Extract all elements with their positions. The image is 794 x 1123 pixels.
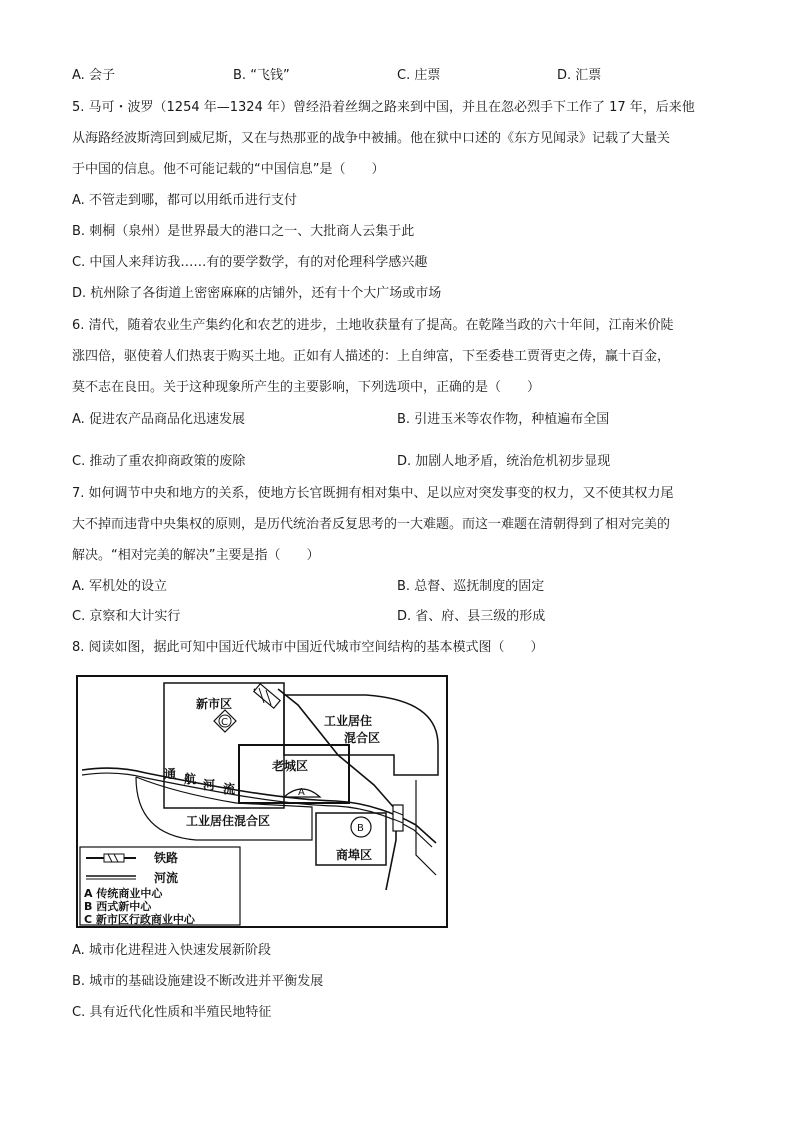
option-text: 京察和大计实行 [89,609,181,624]
railway-hatch-upper [254,684,280,708]
q4-option-d [557,66,601,86]
q5-option-b [72,222,414,242]
new-district-label: 新市区 [196,697,233,711]
option-text: 中国人来拜访我……有的要学数学，有的对伦理科学感兴趣 [89,255,428,270]
river-char-3: 河 [203,778,216,792]
industrial-zone-upper-line2: 混合区 [344,731,381,745]
option-text: 杭州除了各街道上密密麻麻的店铺外，还有十个大广场或市场 [90,286,442,301]
commercial-port-marker: B [357,823,364,834]
q7-stem-line-1: 7. 如何调节中央和地方的关系，使地方长官既拥有相对集中、足以应对突发事变的权力，又不使其权力尾 [72,486,674,501]
option-letter: A. [72,68,85,83]
option-letter: C. [72,255,86,270]
q7-stem-line-3: 解决。“相对完美的解决”主要是指（ ） [72,548,320,563]
city-structure-map [76,675,448,928]
option-text: 促进农产品商品化迅速发展 [88,412,245,427]
option-letter: D. [397,609,412,624]
map-svg [76,675,448,928]
q5-stem-line-1: 5. 马可・波罗（1254 年—1324 年）曾经沿着丝绸之路来到中国，并且在忽必烈手下工作了 17 年，后来他 [72,100,695,115]
map-legend [80,847,240,926]
option-letter: B. [72,224,86,239]
q8-option-a [72,941,271,961]
industrial-zone-upper-line1: 工业居住 [324,714,373,728]
option-text: 庄票 [414,68,441,83]
river-char-2: 航 [184,772,197,786]
legend-c: C 新市区行政商业中心 [84,913,195,926]
q4-option-b [233,66,290,86]
river-line-2 [82,773,432,847]
q6-stem-line-1: 6. 清代，随着农业生产集约化和农艺的进步，土地收获量有了提高。在乾隆当政的六十年间，江南米价陡 [72,318,674,333]
option-text: 具有近代化性质和半殖民地特征 [89,1005,272,1020]
railway-hatch-lower [393,805,403,831]
option-letter: C. [397,68,411,83]
commercial-port-label: 商埠区 [336,848,373,862]
q7-stem-line-2: 大不掉而违背中央集权的原则，是历代统治者反复思考的一大难题。而这一难题在清朝得到了相对完美的 [72,517,671,532]
new-district-marker: C [221,717,228,728]
q5-option-d [72,284,441,304]
option-letter: D. [557,68,572,83]
old-city-block [239,745,349,803]
option-text: 推动了重农抑商政策的废除 [89,454,246,469]
q8-option-c [72,1003,271,1023]
q4-option-c [397,66,440,86]
option-letter: C. [72,609,86,624]
option-text: 不管走到哪，都可以用纸币进行支付 [88,193,297,208]
legend-a: A 传统商业中心 [84,887,163,900]
option-text: 会子 [88,68,115,83]
option-letter: C. [72,454,86,469]
option-letter: B. [397,412,411,427]
option-text: 加剧人地矛盾，统治危机初步显现 [415,454,611,469]
q4-option-a [72,66,115,86]
option-text: “飞钱” [250,68,290,83]
q6-stem-line-2: 涨四倍，驱使着人们热衷于购买土地。正如有人描述的：上自绅富，下至委巷工贾胥吏之俦，赢十百金， [72,349,671,364]
option-text: 军机处的设立 [88,579,167,594]
option-letter: A. [72,193,85,208]
option-letter: D. [397,454,412,469]
industrial-zone-lower-label: 工业居住混合区 [186,814,271,828]
option-letter: A. [72,579,85,594]
river-line-1 [82,768,436,843]
q6-option-a [72,410,245,430]
legend-b: B 西式新中心 [84,900,152,913]
river-char-4: 流 [223,782,236,796]
option-letter: C. [72,1005,86,1020]
option-letter: D. [72,286,87,301]
legend-railway: 铁路 [154,851,179,865]
q7-option-d [397,607,545,627]
q5-stem-line-3: 于中国的信息。他不可能记载的“中国信息”是（ ） [72,162,385,177]
q5-stem-line-2: 从海路经波斯湾回到威尼斯，又在与热那亚的战争中被捕。他在狱中口述的《东方见闻录》记载了大量关 [72,131,671,146]
q7-option-c [72,607,180,627]
option-letter: A. [72,412,85,427]
option-text: 汇票 [575,68,602,83]
q6-stem-line-3: 莫不志在良田。关于这种现象所产生的主要影响，下列选项中，正确的是（ ） [72,380,541,395]
q8-stem: 8. 阅读如图，据此可知中国近代城市中国近代城市空间结构的基本模式图（ ） [72,640,544,655]
option-text: 城市的基础设施建设不断改进并平衡发展 [89,974,324,989]
q6-option-b [397,410,609,430]
legend-river: 河流 [154,871,179,885]
q7-option-a [72,577,167,597]
option-text: 引进玉米等农作物，种植遍布全国 [414,412,610,427]
old-city-marker: A [298,787,305,798]
option-letter: B. [397,579,411,594]
option-letter: A. [72,943,85,958]
option-text: 城市化进程进入快速发展新阶段 [88,943,271,958]
q5-option-c [72,253,427,273]
option-text: 总督、巡抚制度的固定 [414,579,545,594]
option-text: 省、府、县三级的形成 [415,609,546,624]
option-letter: B. [233,68,247,83]
q6-option-d [397,452,610,472]
q7-option-b [397,577,544,597]
q8-option-b [72,972,323,992]
river-char-1: 通 [164,767,177,781]
old-city-label: 老城区 [272,759,309,773]
q6-option-c [72,452,245,472]
option-text: 刺桐（泉州）是世界最大的港口之一、大批商人云集于此 [89,224,415,239]
q5-option-a [72,191,297,211]
option-letter: B. [72,974,86,989]
